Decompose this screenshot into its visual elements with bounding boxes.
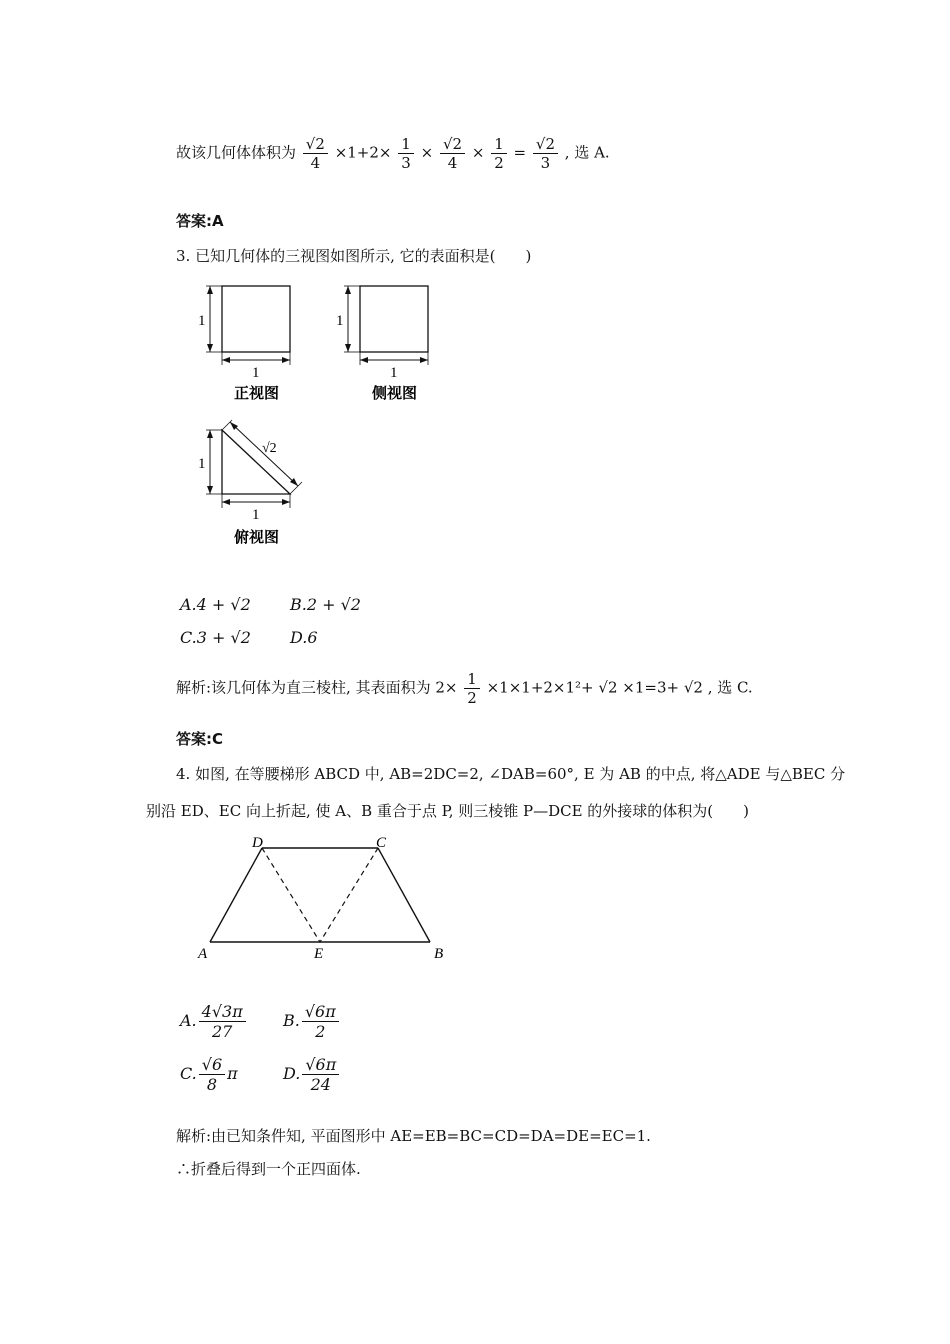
q4-analysis-line1: 解析:由已知条件知, 平面图形中 AE=EB=BC=CD=DA=DE=EC=1. [176,1127,651,1145]
point-e-label: E [314,946,324,962]
question-4-stem-line1: 4. 如图, 在等腰梯形 ABCD 中, AB=2DC=2, ∠DAB=60°, E 为 AB 的中点, 将△ADE 与△BEC 分 [176,765,846,783]
formula-prefix: 故该几何体体积为 [176,143,297,162]
side-width-label: 1 [390,365,398,381]
q3-option-a: A.4 + √2 [180,595,251,614]
formula-suffix: , 选 A. [564,143,610,162]
top-view-label: 俯视图 [234,528,280,546]
q3-analysis-suffix: ×1×1+2×1²+ √2 ×1=3+ √2 , 选 C. [486,678,753,697]
q4-analysis-line2: ∴折叠后得到一个正四面体. [176,1160,361,1178]
times-sign: × [420,143,434,162]
hypotenuse-label: √2 [262,441,277,456]
q4-option-d: D. $\frac{√6\pi}{24}$ [283,1055,341,1094]
point-a-label: A [198,946,208,962]
front-view-square [222,286,290,352]
segment-ad [210,848,262,942]
front-view-label: 正视图 [234,384,280,402]
volume-formula-line [176,135,610,172]
segment-cb [378,848,430,942]
fraction-4: $\frac{1}{2}$ [491,135,507,172]
top-width-label: 1 [252,507,260,523]
q3-analysis-prefix: 解析:该几何体为直三棱柱, 其表面积为 2× [176,678,458,697]
q3-analysis [176,670,753,707]
top-view-triangle [222,430,290,494]
times-sign: × [471,143,485,162]
front-height-label: 1 [198,313,206,329]
q3-option-b: B.2 + √2 [290,595,361,614]
q4-option-c: C. $\frac{√6}{8}$ π [180,1055,238,1095]
side-view-label: 侧视图 [372,384,418,402]
segment-de [262,848,320,942]
trapezoid-figure [190,830,460,970]
point-b-label: B [434,946,444,962]
q4-option-a: A. $\frac{4√3\pi}{27}$ [180,1002,248,1041]
q4-option-b: B. $\frac{√6\pi}{2}$ [283,1002,341,1041]
answer-3: 答案:C [176,730,224,748]
q3-option-d: D.6 [290,628,318,647]
fraction-5: $\frac{√2}{3}$ [533,135,558,172]
fraction-3: $\frac{√2}{4}$ [440,135,465,172]
fraction-2: $\frac{1}{3}$ [398,135,414,172]
side-height-label: 1 [336,313,344,329]
point-c-label: C [376,835,387,851]
question-3-stem: 3. 已知几何体的三视图如图所示, 它的表面积是( ) [176,247,532,265]
top-height-label: 1 [198,456,206,472]
q3-analysis-fraction: $\frac{1}{2}$ [464,670,480,707]
formula-mid: ×1+2× [334,143,392,162]
answer-1: 答案:A [176,212,224,230]
equals-sign: = [513,143,527,162]
segment-ce [320,848,378,942]
fraction-1: $\frac{√2}{4}$ [303,135,328,172]
point-d-label: D [252,835,263,851]
question-4-stem-line2: 别沿 ED、EC 向上折起, 使 A、B 重合于点 P, 则三棱锥 P—DCE 的外接球的体积为( ) [146,802,750,820]
q3-option-c: C.3 + √2 [180,628,251,647]
three-view-figure [190,280,460,555]
front-width-label: 1 [252,365,260,381]
side-view-square [360,286,428,352]
